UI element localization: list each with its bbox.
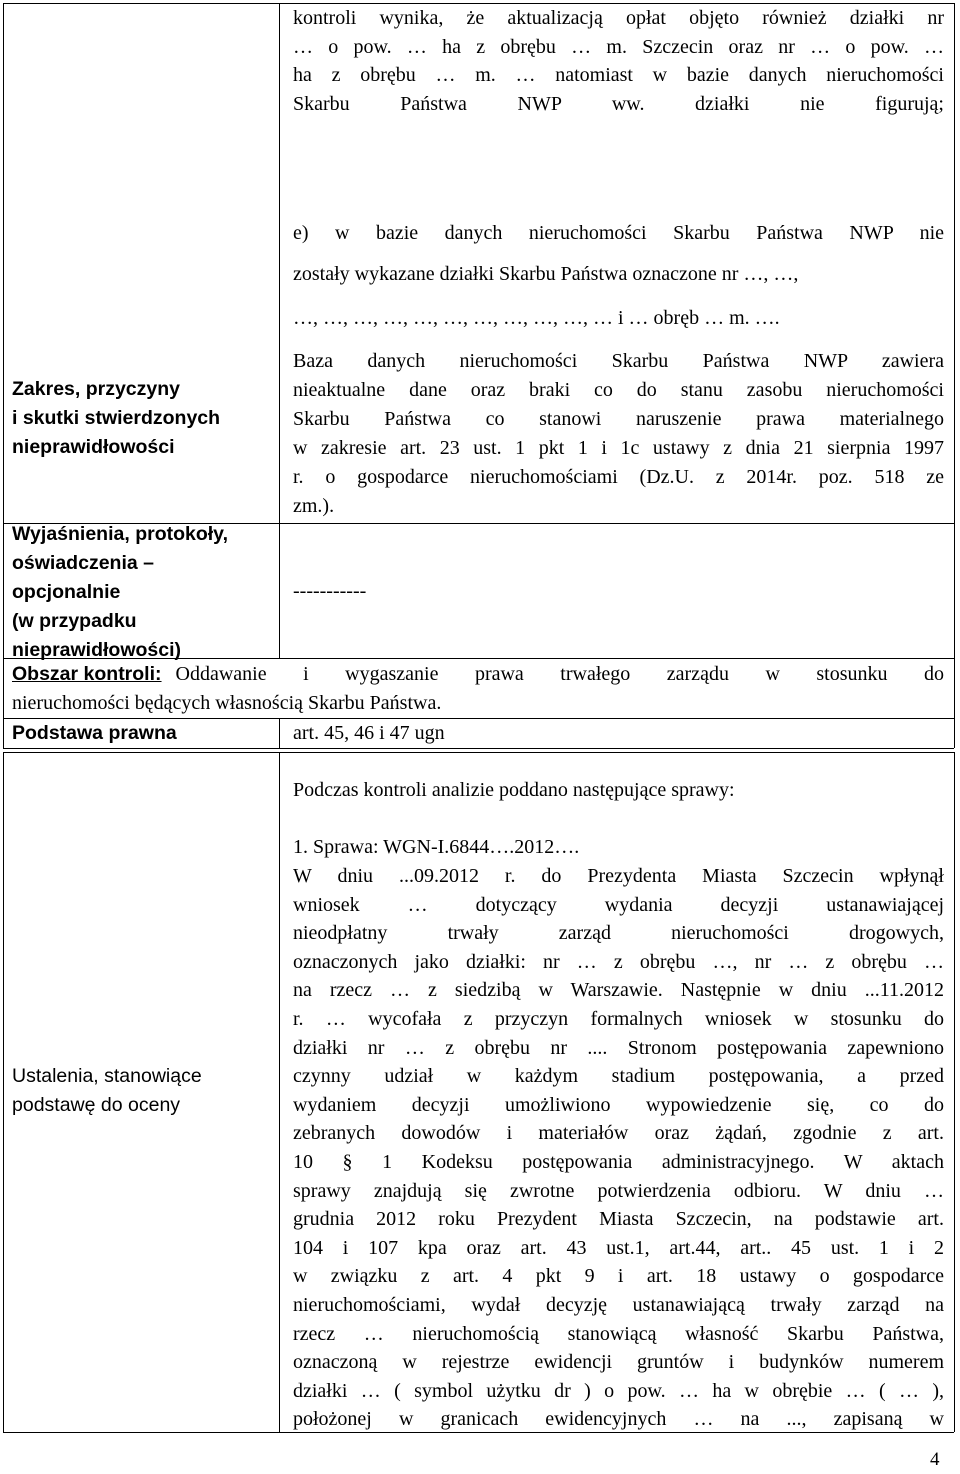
- table-border-right-obszar: [954, 658, 955, 718]
- paragraph-e-line-1: e) w bazie danych nieruchomości Skarbu Państwa NWP nie: [293, 222, 944, 244]
- obszar-heading: Obszar kontroli:: [12, 663, 162, 685]
- column-divider-upper: [279, 3, 280, 658]
- column-divider-lower: [279, 752, 280, 1432]
- table-border-right-podstawa: [954, 718, 955, 748]
- text-line: kontroli wynika, że aktualizacją opłat objęto również działki nr: [293, 7, 944, 29]
- obszar-line-2: nieruchomości będących własnością Skarbu Państwa.: [12, 692, 442, 714]
- paragraph-e-line-2: zostały wykazane działki Skarbu Państwa oznaczone nr …, …,: [293, 263, 799, 285]
- obszar-line-1: [12, 660, 944, 688]
- wyjasnienia-value: -----------: [293, 580, 367, 602]
- text-line: ha z obrębu … m. … natomiast w bazie danych nieruchomości: [293, 64, 944, 87]
- table-border-left-obszar: [3, 658, 4, 718]
- paragraph-a: [293, 4, 944, 118]
- page-number: 4: [930, 1449, 940, 1470]
- row-divider-ustalenia-top: [3, 752, 954, 753]
- baza-paragraph: Baza danych nieruchomości Skarbu Państwa NWP zawiera nieaktualne dane oraz braki co do stanu zasobu nieruchomości Skarbu Państwa co stanowi naruszenie prawa materialnego w zakresie art. 23 ust. 1 pkt 1 i 1c ustawy z dnia 21 sierpnia 1997 r. o gospodarce nieruchomościami (Dz.U. z 2014r. poz. 518 ze zm.).: [293, 350, 944, 517]
- ustalenia-intro: Podczas kontroli analizie poddano następujące sprawy:: [293, 779, 735, 801]
- table-border-left-podstawa: [3, 718, 4, 748]
- table-border-right-upper: [954, 3, 955, 658]
- obszar-text-1: Oddawanie i wygaszanie prawa trwałego zarządu w stosunku do: [175, 663, 944, 685]
- label-zakres: Zakres, przyczyny i skutki stwierdzonych nieprawidłowości: [12, 378, 221, 458]
- label-podstawa: Podstawa prawna: [12, 722, 177, 744]
- podstawa-value: art. 45, 46 i 47 ugn: [293, 722, 445, 744]
- table-border-left-upper: [3, 3, 4, 658]
- label-ustalenia: Ustalenia, stanowiące podstawę do oceny: [12, 1065, 202, 1116]
- table-border-right-lower: [954, 752, 955, 1432]
- row-divider-podstawa-bottom: [3, 748, 954, 749]
- text-line: Skarbu Państwa NWP ww. działki nie figurują;: [293, 92, 944, 115]
- paragraph-e-line-3: …, …, …, …, …, …, …, …, …, …, … i … obręb … m. ….: [293, 307, 780, 329]
- text-line: … o pow. … ha z obrębu … m. Szczecin oraz nr … o pow. …: [293, 35, 944, 58]
- case-body: W dniu ...09.2012 r. do Prezydenta Miasta Szczecin wpłynął wniosek … dotyczący wydania decyzji ustanawiającej nieodpłatny trwały zarząd nieruchomości drogowych, oznaczonych jako działki: nr … z obrębu …, nr … z obrębu … na rzecz … z siedzibą w Warszawie. Następnie w dniu ...11.2012 r. … wycofała z przyczyn formalnych wniosek w stosunku do działki nr … z obrębu nr .... Stronom postępowania zapewniono czynny udział w każdym stadium postępowania, a przed wydaniem decyzji umożliwiono wypowiedzenie się, co do zebranych dowodów i materiałów oraz żądań, zgodnie z art. 10 § 1 Kodeksu postępowania administracyjnego. W aktach sprawy znajdują się zwrotne potwierdzenia odbioru. W dniu … grudnia 2012 roku Prezydent Miasta Szczecin, na podstawie art. 104 i 107 kpa oraz art. 43 ust.1, art.44, art.. 45 ust. 1 i 2 w związku z art. 4 pkt 9 i art. 18 ustawy o gospodarce nieruchomościami, wydał decyzję ustanawiającą trwały zarząd na rzecz … nieruchomością stanowiącą własność Skarbu Państwa, oznaczoną w rejestrze ewidencji gruntów i budynków numerem działki … ( symbol użytku dr ) o pow. … ha w obrębie … ( … ), położonej w granicach ewidencyjnych … na ..., zapisaną w: [293, 865, 944, 1431]
- table-border-left-lower: [3, 752, 4, 1432]
- label-wyjasnienia: Wyjaśnienia, protokoły, oświadczenia – opcjonalnie (w przypadku nieprawidłowości): [12, 523, 228, 661]
- case-title: 1. Sprawa: WGN-I.6844….2012….: [293, 836, 580, 858]
- column-divider-podstawa: [279, 718, 280, 748]
